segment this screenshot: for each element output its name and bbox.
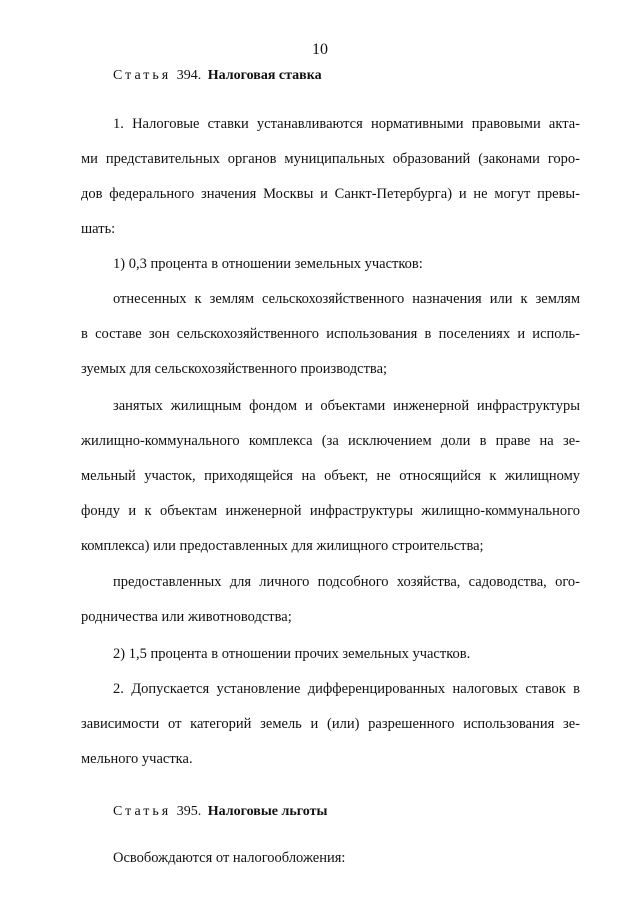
- paragraph-line: зуемых для сельскохозяйственного производства;: [81, 361, 388, 377]
- paragraph-line: занятых жилищным фондом и объектами инженерной инфраструктуры: [113, 398, 580, 414]
- paragraph-line: ми представительных органов муниципальных образований (законами горо-: [81, 151, 580, 167]
- article-word: Статья: [113, 68, 172, 83]
- paragraph-line: мельного участка.: [81, 751, 193, 767]
- article-number: 395.: [176, 804, 202, 819]
- page-number: 10: [312, 41, 328, 58]
- paragraph-line: 1. Налоговые ставки устанавливаются нормативными правовыми акта-: [113, 116, 580, 132]
- paragraph-line: шать:: [81, 221, 116, 237]
- paragraph-line: жилищно-коммунального комплекса (за исключением доли в праве на зе-: [81, 433, 580, 449]
- article-word: Статья: [113, 804, 172, 819]
- paragraph-line: 2) 1,5 процента в отношении прочих земельных участков.: [113, 646, 471, 662]
- paragraph-line: предоставленных для личного подсобного хозяйства, садоводства, ого-: [113, 574, 580, 590]
- paragraph-line: 1) 0,3 процента в отношении земельных участков:: [113, 256, 423, 272]
- paragraph-line: комплекса) или предоставленных для жилищного строительства;: [81, 538, 484, 554]
- article-number: 394.: [176, 68, 202, 83]
- paragraph-line: дов федерального значения Москвы и Санкт-Петербурга) и не могут превы-: [81, 186, 580, 202]
- paragraph-line: 2. Допускается установление дифференцированных налоговых ставок в: [113, 681, 580, 697]
- paragraph-line: родничества или животноводства;: [81, 609, 292, 625]
- paragraph-line: в составе зон сельскохозяйственного использования в поселениях и исполь-: [81, 326, 580, 342]
- article-394-heading: [113, 66, 322, 86]
- paragraph-line: зависимости от категорий земель и (или) разрешенного использования зе-: [81, 716, 580, 732]
- article-395-heading: [113, 802, 327, 822]
- paragraph-line: Освобождаются от налогообложения:: [113, 850, 346, 866]
- article-title: Налоговая ставка: [207, 68, 322, 83]
- paragraph-line: мельный участок, приходящейся на объект, не относящийся к жилищному: [81, 468, 580, 484]
- paragraph-line: отнесенных к землям сельскохозяйственного назначения или к землям: [113, 291, 580, 307]
- paragraph-line: фонду и к объектам инженерной инфраструктуры жилищно-коммунального: [81, 503, 580, 519]
- article-title: Налоговые льготы: [207, 804, 328, 819]
